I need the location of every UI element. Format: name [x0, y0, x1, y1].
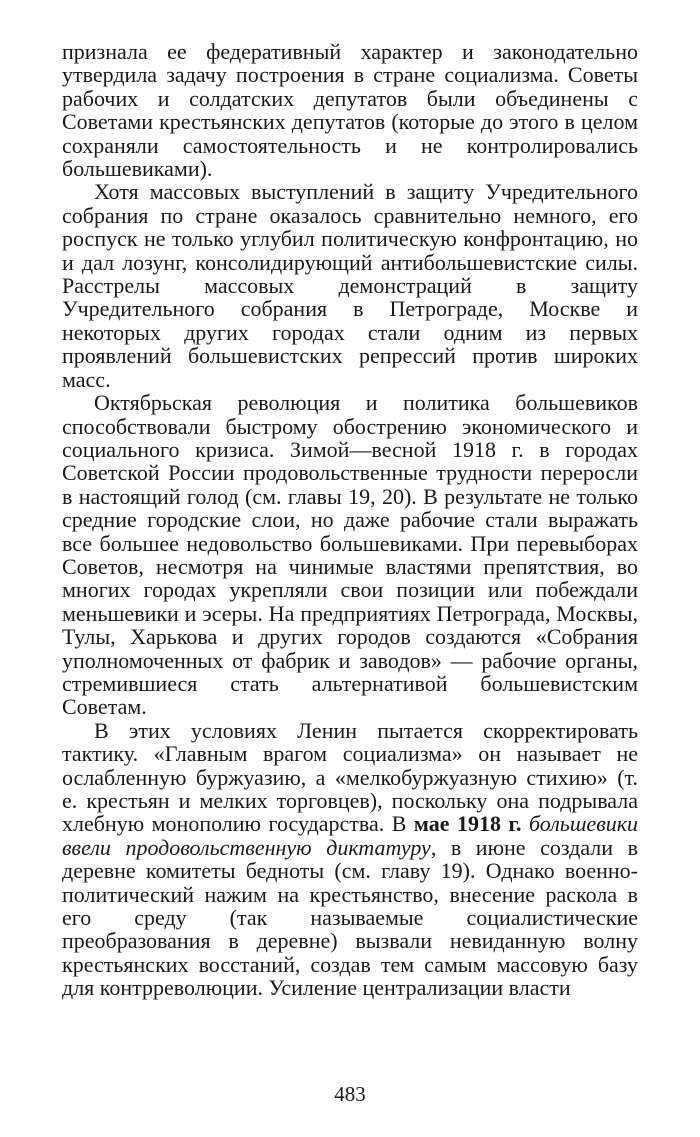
paragraph-1-text: признала ее федеративный характер и законодательно утвердила задачу построения в стране социализма. Советы рабочих и солдатских депутатов были объединены с Советами крестьянских депутатов (которые до этого в целом сохраняли самостоятельность и не контролировались большевиками). [62, 39, 638, 182]
paragraph-4-bold-date: мае 1918 г. [413, 811, 522, 837]
paragraph-1 [62, 40, 638, 180]
paragraph-4-italic-phrase: большевики ввели продовольственную диктатуру [62, 811, 639, 860]
paragraph-3-text: Октябрьская революция и политика большевиков способствовали быстрому обострению экономического и социального кризиса. Зимой—весной 1918 г. в городах Советской России продовольственные трудности переросли в настоящий голод (см. главы 19, 20). В результате не только средние городские слои, но даже рабочие стали выражать все большее недовольство большевиками. При перевыборах Советов, несмотря на чинимые властями препятствия, во многих городах укрепляли свои позиции или побеждали меньшевики и эсеры. На предприятиях Петрограда, Москвы, Тулы, Харькова и других городов создаются «Собрания уполномоченных от фабрик и заводов» — рабочие органы, стремившиеся стать альтернативой большевистским Советам. [62, 390, 638, 720]
paragraph-2 [62, 180, 638, 391]
paragraph-4-text-b: , в июне создали в деревне комитеты бедноты (см. главу 19). Однако военно-политический нажим на крестьянство, внесение раскола в его среду (так называемые социалистические преобразования в деревне) вызвали невиданную волну крестьянских восстаний, создав тем самым массовую базу для контрреволюции. Усиление централизации власти [62, 834, 638, 1001]
page-text-column [62, 40, 638, 1000]
paragraph-4 [62, 719, 638, 1000]
paragraph-4-space [522, 811, 529, 836]
paragraph-3 [62, 391, 638, 719]
paragraph-4-text-a: В этих условиях Ленин пытается скорректировать тактику. «Главным врагом социализма» он называет не ослабленную буржуазию, а «мелкобуржуазную стихию» (т. е. крестьян и мелких торговцев), поскольку она подрывала хлебную монополию государства. В [62, 717, 638, 837]
paragraph-2-text: Хотя массовых выступлений в защиту Учредительного собрания по стране оказалось сравнительно немного, его роспуск не только углубил политическую конфронтацию, но и дал лозунг, консолидирующий антибольшевистские силы. Расстрелы массовых демонстраций в защиту Учредительного собрания в Петрограде, Москве и некоторых других городах стали одним из первых проявлений большевистских репрессий против широких масс. [62, 179, 638, 392]
page-number: 483 [334, 1082, 366, 1106]
